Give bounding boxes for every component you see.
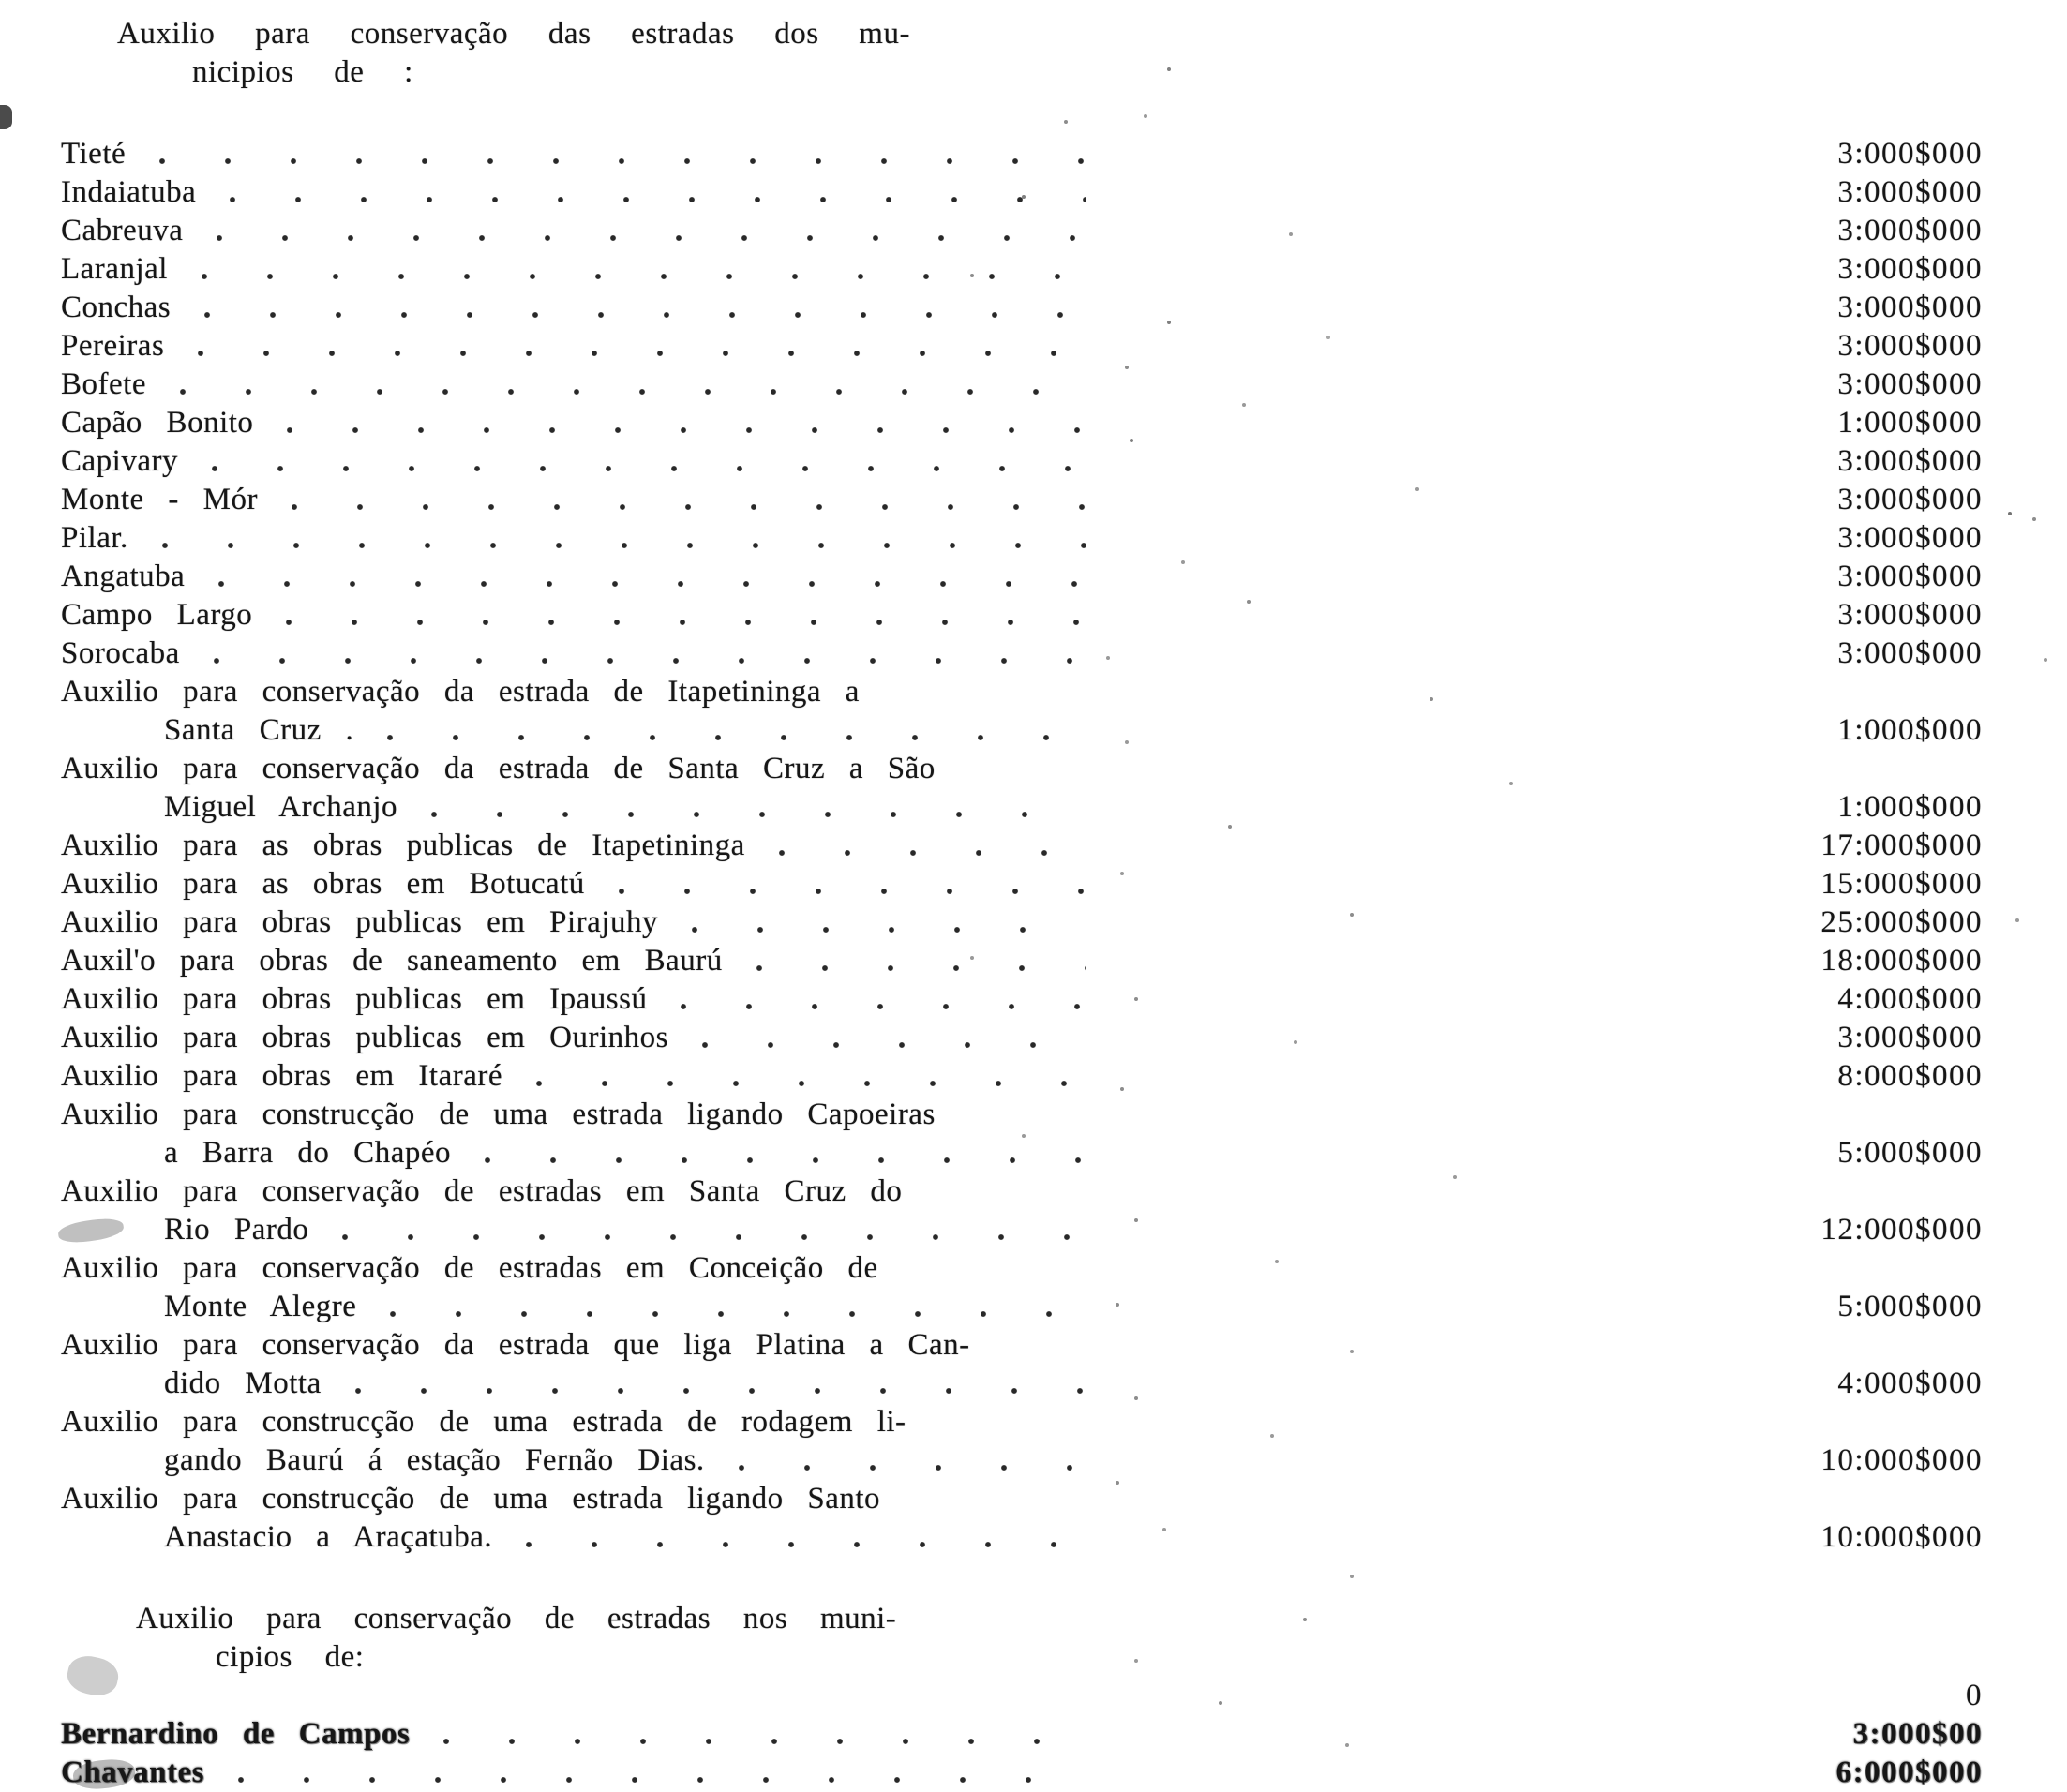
line-text-area xyxy=(61,250,1092,289)
line-text-area xyxy=(61,1480,1092,1518)
line-amount xyxy=(1092,1480,2067,1518)
line-text: gando Baurú á estação Fernão Dias. xyxy=(164,1443,705,1477)
document-line xyxy=(0,1557,2067,1600)
dot-leader xyxy=(678,1019,1086,1057)
line-text: dido Motta xyxy=(164,1366,322,1400)
line-text: Auxilio para construcção de uma estrada ligando Capoeiras xyxy=(61,1098,936,1131)
document-line xyxy=(0,1096,2067,1134)
document-line xyxy=(0,1715,2067,1754)
line-text: Auxilio para as obras publicas de Itapetininga xyxy=(61,829,745,862)
line-text: Bernardino de Campos xyxy=(61,1717,411,1751)
line-text: Laranjal xyxy=(61,252,168,286)
dot-leader xyxy=(194,558,1086,596)
dot-leader xyxy=(267,481,1086,519)
dot-leader xyxy=(594,865,1086,903)
line-text-area xyxy=(164,1365,1092,1403)
dot-leader xyxy=(732,942,1086,980)
line-text: Tieté xyxy=(61,137,127,171)
line-text-area xyxy=(61,1754,1092,1792)
document-line xyxy=(0,635,2067,673)
dot-leader xyxy=(189,635,1086,673)
line-text: Cabreuva xyxy=(61,214,184,247)
line-text: Auxil'o para obras de saneamento em Baurú xyxy=(61,944,723,978)
line-text-area xyxy=(61,1172,1092,1211)
dot-leader xyxy=(192,212,1086,250)
dot-leader xyxy=(262,596,1086,635)
line-text-area xyxy=(61,135,1092,173)
line-amount: 10:000$000 xyxy=(1820,1443,1983,1477)
line-text: Sorocaba xyxy=(61,636,180,670)
line-amount: 4:000$000 xyxy=(1837,1366,1983,1400)
dot-leader xyxy=(512,1057,1086,1096)
line-text: Auxilio para obras publicas em Ipaussú xyxy=(61,982,648,1016)
document-line xyxy=(0,53,2067,92)
dot-leader xyxy=(714,1441,1086,1480)
line-text-area xyxy=(117,15,1092,53)
document-line xyxy=(0,1211,2067,1249)
line-text: Pereiras xyxy=(61,329,165,363)
line-text-area xyxy=(61,673,1092,711)
dot-leader xyxy=(755,827,1086,865)
line-text-area xyxy=(61,173,1092,212)
line-amount: 1:000$000 xyxy=(1837,790,1983,824)
line-text-area xyxy=(61,327,1092,366)
line-text-area xyxy=(164,1518,1092,1557)
dot-leader xyxy=(177,250,1086,289)
line-amount xyxy=(1092,750,2067,788)
line-amount: 3:000$000 xyxy=(1837,137,1983,171)
line-text-area xyxy=(164,1211,1092,1249)
document-line xyxy=(0,558,2067,596)
document-line xyxy=(0,788,2067,827)
line-amount: 3:000$000 xyxy=(1837,598,1983,632)
document-lines xyxy=(0,15,2067,1792)
document-line xyxy=(0,1134,2067,1172)
line-amount: 6:000$000 xyxy=(1835,1755,1983,1789)
line-text: Auxilio para conservação de estradas em Santa Cruz do xyxy=(61,1174,903,1208)
line-text-area xyxy=(164,1288,1092,1326)
line-text-area xyxy=(61,289,1092,327)
line-text-area xyxy=(61,827,1092,865)
line-text: Auxilio para as obras em Botucatú xyxy=(61,867,585,901)
document-line xyxy=(0,1480,2067,1518)
line-text: Monte - Mór xyxy=(61,483,258,516)
line-text: Bofete xyxy=(61,367,146,401)
line-text: Auxilio para construcção de uma estrada ligando Santo xyxy=(61,1482,881,1516)
line-text: Auxilio para conservação da estrada que liga Platina a Can- xyxy=(61,1328,970,1362)
line-amount: 5:000$000 xyxy=(1837,1136,1983,1170)
line-text: Conchas xyxy=(61,291,172,324)
line-amount: 3:000$000 xyxy=(1837,636,1983,670)
line-text: Indaiatuba xyxy=(61,175,197,209)
line-amount: 3:000$000 xyxy=(1837,367,1983,401)
line-text: Auxilio para obras em Itararé xyxy=(61,1059,502,1093)
document-line xyxy=(0,1365,2067,1403)
line-text: Auxilio para conservação da estrada de Santa Cruz a São xyxy=(61,752,936,785)
line-amount xyxy=(1092,1249,2067,1288)
line-text-area xyxy=(61,980,1092,1019)
dot-leader xyxy=(173,327,1086,366)
dot-leader xyxy=(214,1754,1086,1792)
line-text: Rio Pardo xyxy=(164,1213,309,1247)
line-text: nicipios de : xyxy=(192,55,413,89)
line-amount: 0 xyxy=(1966,1679,1983,1712)
line-amount: 4:000$000 xyxy=(1837,982,1983,1016)
document-line xyxy=(0,711,2067,750)
line-text: Santa Cruz . xyxy=(164,713,354,747)
dot-leader xyxy=(460,1134,1086,1172)
line-amount xyxy=(1092,1326,2067,1365)
line-amount: 1:000$000 xyxy=(1837,406,1983,440)
line-text-area xyxy=(61,558,1092,596)
dot-leader xyxy=(318,1211,1086,1249)
document-line xyxy=(0,1172,2067,1211)
document-line xyxy=(0,1441,2067,1480)
line-text-area xyxy=(61,442,1092,481)
line-amount: 3:000$000 xyxy=(1837,291,1983,324)
dot-leader xyxy=(205,173,1086,212)
document-line xyxy=(0,1600,2067,1638)
document-line xyxy=(0,173,2067,212)
line-text: Auxilio para construcção de uma estrada de rodagem li- xyxy=(61,1405,906,1439)
document-line xyxy=(0,596,2067,635)
line-text: Pilar. xyxy=(61,521,128,555)
document-line xyxy=(0,673,2067,711)
line-text-area xyxy=(61,1557,1092,1600)
line-text-area xyxy=(61,404,1092,442)
dot-leader xyxy=(667,903,1086,942)
document-line xyxy=(0,1518,2067,1557)
line-text-area xyxy=(164,1134,1092,1172)
line-text-area xyxy=(61,519,1092,558)
line-text: cipios de: xyxy=(216,1640,365,1674)
document-line xyxy=(0,827,2067,865)
line-text-area xyxy=(136,1600,1092,1638)
line-text-area xyxy=(61,750,1092,788)
line-amount: 17:000$000 xyxy=(1820,829,1983,862)
dot-leader xyxy=(180,289,1086,327)
line-text-area xyxy=(192,53,1092,92)
document-line xyxy=(0,1249,2067,1288)
line-text-area xyxy=(61,1019,1092,1057)
line-amount: 18:000$000 xyxy=(1820,944,1983,978)
document-line xyxy=(0,404,2067,442)
line-text: Auxilio para obras publicas em Ourinhos xyxy=(61,1021,668,1054)
line-text-area xyxy=(61,92,1092,135)
dot-leader xyxy=(187,442,1086,481)
line-amount xyxy=(1092,92,2067,135)
line-text-area xyxy=(61,1326,1092,1365)
line-text-area xyxy=(61,481,1092,519)
document-line xyxy=(0,366,2067,404)
line-amount xyxy=(1092,1557,2067,1600)
document-line xyxy=(0,1288,2067,1326)
line-amount: 12:000$000 xyxy=(1820,1213,1983,1247)
dot-leader xyxy=(156,366,1086,404)
document-line xyxy=(0,1754,2067,1792)
line-text-area xyxy=(164,1441,1092,1480)
line-text: Monte Alegre xyxy=(164,1290,357,1323)
document-line xyxy=(0,250,2067,289)
line-amount xyxy=(1092,1638,2067,1677)
line-text-area xyxy=(61,1403,1092,1441)
line-amount: 3:000$000 xyxy=(1837,444,1983,478)
document-line xyxy=(0,1019,2067,1057)
line-amount: 25:000$000 xyxy=(1820,905,1983,939)
line-amount xyxy=(1092,1096,2067,1134)
line-amount: 3:000$000 xyxy=(1837,175,1983,209)
line-amount: 3:000$00 xyxy=(1852,1717,1983,1751)
line-amount xyxy=(1092,673,2067,711)
line-text-area xyxy=(61,212,1092,250)
dot-leader xyxy=(419,1715,1086,1754)
dot-leader xyxy=(138,519,1086,558)
document-line xyxy=(0,1677,2067,1715)
document-line xyxy=(0,289,2067,327)
dot-leader xyxy=(407,788,1086,827)
dot-leader xyxy=(656,980,1086,1019)
line-amount: 3:000$000 xyxy=(1837,329,1983,363)
line-text: Auxilio para conservação da estrada de Itapetininga a xyxy=(61,675,860,709)
line-amount: 3:000$000 xyxy=(1837,252,1983,286)
line-text-area xyxy=(61,1677,1092,1715)
document-line xyxy=(0,865,2067,903)
line-text-area xyxy=(61,942,1092,980)
line-text-area xyxy=(216,1638,1092,1677)
line-amount xyxy=(1092,1403,2067,1441)
document-line xyxy=(0,1403,2067,1441)
line-amount: 15:000$000 xyxy=(1820,867,1983,901)
line-amount xyxy=(1092,1600,2067,1638)
line-amount: 5:000$000 xyxy=(1837,1290,1983,1323)
line-text-area xyxy=(61,1249,1092,1288)
document-line xyxy=(0,942,2067,980)
document-line xyxy=(0,442,2067,481)
document-line xyxy=(0,750,2067,788)
document-line xyxy=(0,135,2067,173)
line-amount xyxy=(1092,15,2067,53)
dot-leader xyxy=(135,135,1086,173)
line-text-area xyxy=(164,711,1092,750)
document-line xyxy=(0,1057,2067,1096)
line-text: Capivary xyxy=(61,444,178,478)
scan-noise-specks xyxy=(0,0,4,4)
line-text: Auxilio para obras publicas em Pirajuhy xyxy=(61,905,658,939)
line-amount: 1:000$000 xyxy=(1837,713,1983,747)
line-text-area xyxy=(61,366,1092,404)
line-text-area xyxy=(61,1057,1092,1096)
dot-leader xyxy=(331,1365,1086,1403)
document-line xyxy=(0,1638,2067,1677)
line-amount: 3:000$000 xyxy=(1837,560,1983,593)
document-line xyxy=(0,519,2067,558)
line-amount: 10:000$000 xyxy=(1820,1520,1983,1554)
document-line xyxy=(0,212,2067,250)
line-text-area xyxy=(61,1096,1092,1134)
document-line xyxy=(0,980,2067,1019)
line-text: Auxilio para conservação das estradas dos mu- xyxy=(117,17,910,51)
line-text-area xyxy=(61,865,1092,903)
dot-leader xyxy=(262,404,1086,442)
line-text: Auxilio para conservação de estradas em Conceição de xyxy=(61,1251,878,1285)
line-text-area xyxy=(61,903,1092,942)
document-line xyxy=(0,327,2067,366)
document-line xyxy=(0,15,2067,53)
dot-leader xyxy=(366,1288,1086,1326)
dot-leader xyxy=(363,711,1086,750)
line-text-area xyxy=(61,1715,1092,1754)
line-text: Auxilio para conservação de estradas nos muni- xyxy=(136,1602,897,1635)
dot-leader xyxy=(502,1518,1086,1557)
line-text: a Barra do Chapéo xyxy=(164,1136,451,1170)
document-line xyxy=(0,481,2067,519)
document-line xyxy=(0,92,2067,135)
line-amount xyxy=(1092,1172,2067,1211)
document-line xyxy=(0,903,2067,942)
line-text: Campo Largo xyxy=(61,598,253,632)
line-text: Angatuba xyxy=(61,560,186,593)
line-amount: 3:000$000 xyxy=(1837,214,1983,247)
line-amount: 3:000$000 xyxy=(1837,1021,1983,1054)
line-amount: 8:000$000 xyxy=(1837,1059,1983,1093)
line-text-area xyxy=(61,635,1092,673)
line-text: Anastacio a Araçatuba. xyxy=(164,1520,493,1554)
line-amount xyxy=(1092,53,2067,92)
line-text-area xyxy=(164,788,1092,827)
line-text: Capão Bonito xyxy=(61,406,254,440)
line-text: Chavantes xyxy=(61,1755,205,1789)
line-amount: 3:000$000 xyxy=(1837,521,1983,555)
document-line xyxy=(0,1326,2067,1365)
line-text: Miguel Archanjo xyxy=(164,790,398,824)
line-text-area xyxy=(61,596,1092,635)
line-amount: 3:000$000 xyxy=(1837,483,1983,516)
